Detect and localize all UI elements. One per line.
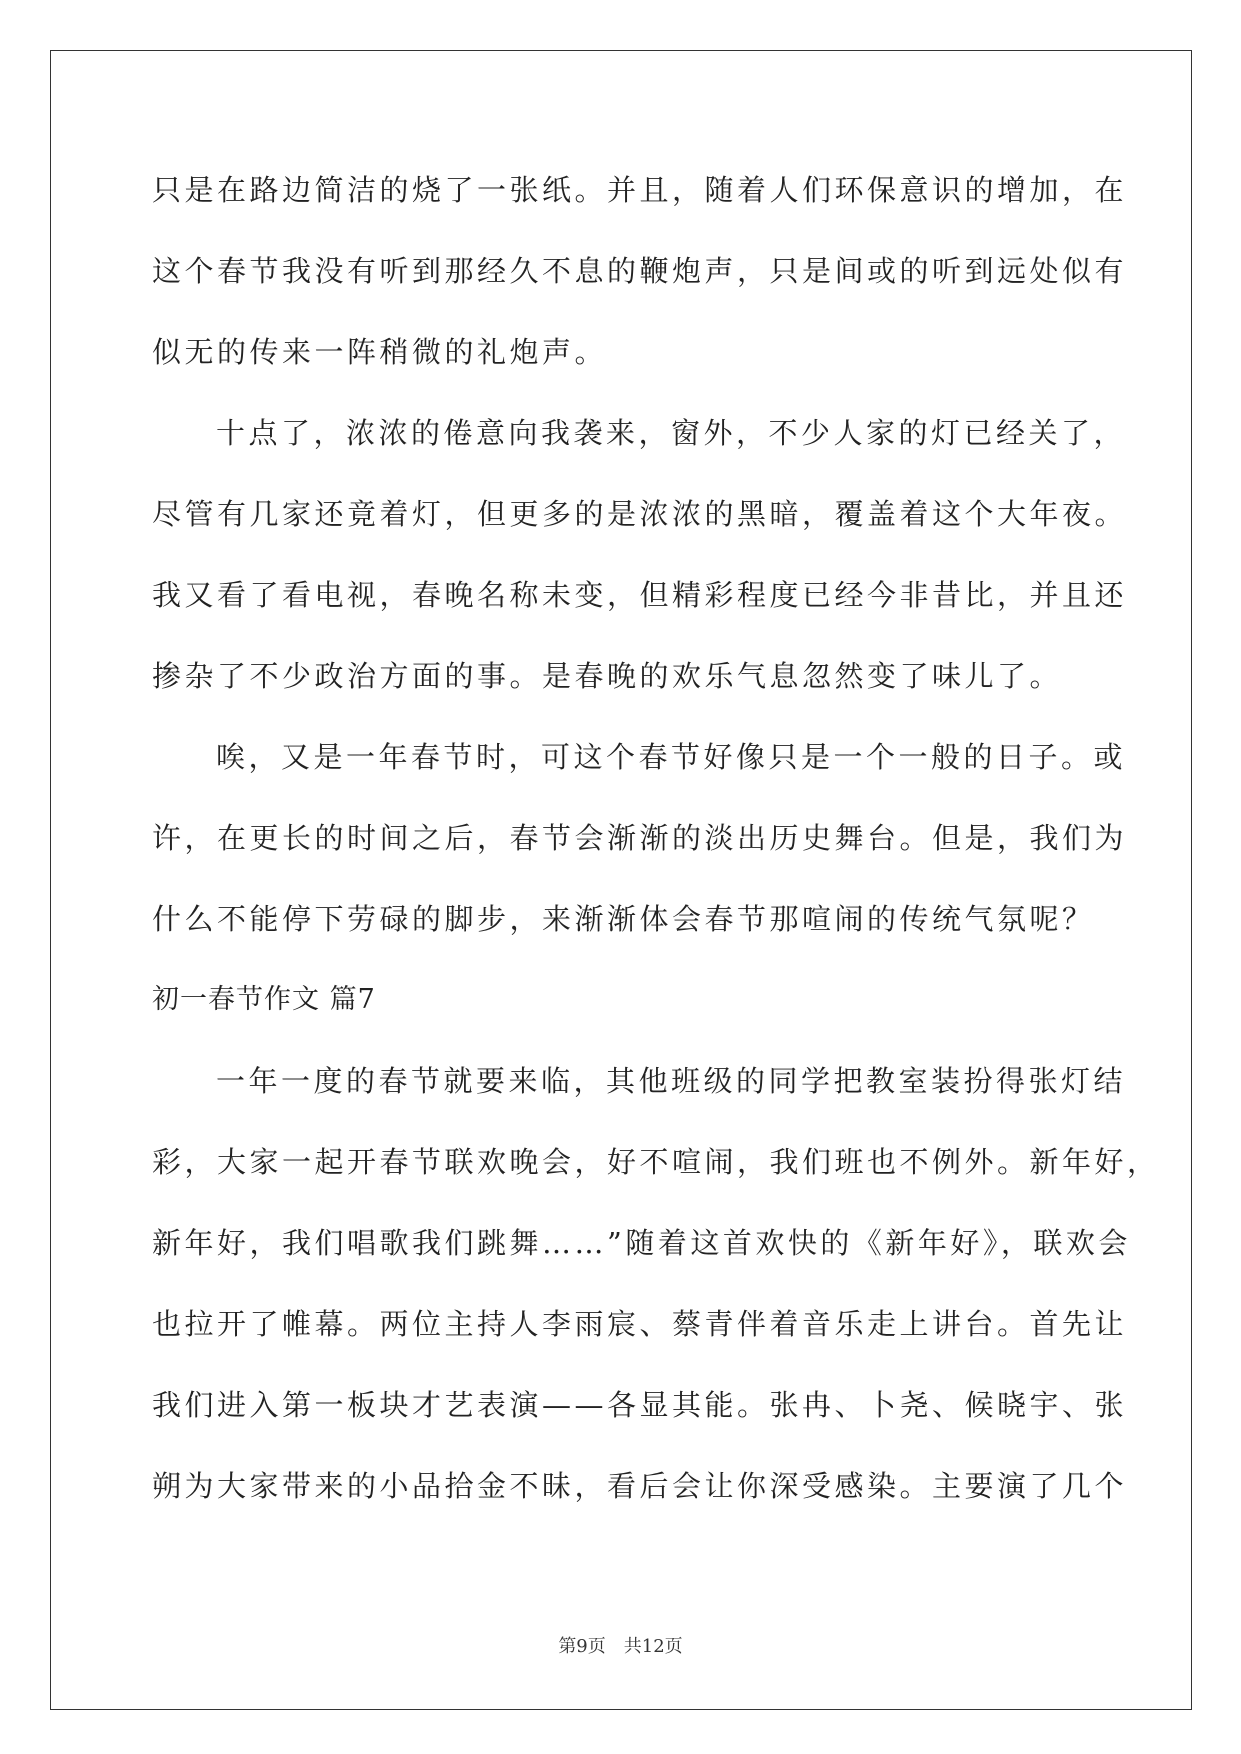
text-line: 这个春节我没有听到那经久不息的鞭炮声，只是间或的听到远处似有 xyxy=(152,254,1128,288)
text-line: 似无的传来一阵稍微的礼炮声。 xyxy=(152,335,608,369)
document-body xyxy=(152,160,1160,1537)
text-line: 彩，大家一起开春节联欢晚会，好不喧闹，我们班也不例外。新年好， xyxy=(152,1145,1160,1179)
text-line: 我们进入第一板块才艺表演——各显其能。张冉、卜尧、候晓宇、张 xyxy=(152,1388,1128,1422)
text-line: 许，在更长的时间之后，春节会渐渐的淡出历史舞台。但是，我们为 xyxy=(152,821,1128,855)
page-number: 第9页 共12页 xyxy=(558,1636,683,1657)
text-line: 尽管有几家还竟着灯，但更多的是浓浓的黑暗，覆盖着这个大年夜。 xyxy=(152,497,1128,531)
paragraph-start-line: 一年一度的春节就要来临，其他班级的同学把教室装扮得张灯结 xyxy=(216,1064,1127,1098)
text-line: 新年好，我们唱歌我们跳舞……”随着这首欢快的《新年好》，联欢会 xyxy=(152,1226,1131,1260)
text-line: 也拉开了帷幕。两位主持人李雨宸、蔡青伴着音乐走上讲台。首先让 xyxy=(152,1307,1128,1341)
text-line: 朔为大家带来的小品拾金不昧，看后会让你深受感染。主要演了几个 xyxy=(152,1469,1128,1503)
paragraph-start-line: 唉，又是一年春节时，可这个春节好像只是一个一般的日子。或 xyxy=(216,740,1127,774)
section-heading: 初一春节作文 篇7 xyxy=(152,984,376,1015)
text-line: 什么不能停下劳碌的脚步，来渐渐体会春节那喧闹的传统气氛呢？ xyxy=(152,902,1095,936)
text-line: 我又看了看电视，春晚名称未变，但精彩程度已经今非昔比，并且还 xyxy=(152,578,1128,612)
paragraph-start-line: 十点了，浓浓的倦意向我袭来，窗外，不少人家的灯已经关了， xyxy=(216,416,1127,450)
text-line: 只是在路边简洁的烧了一张纸。并且，随着人们环保意识的增加，在 xyxy=(152,173,1128,207)
text-line: 掺杂了不少政治方面的事。是春晚的欢乐气息忽然变了味儿了。 xyxy=(152,659,1063,693)
